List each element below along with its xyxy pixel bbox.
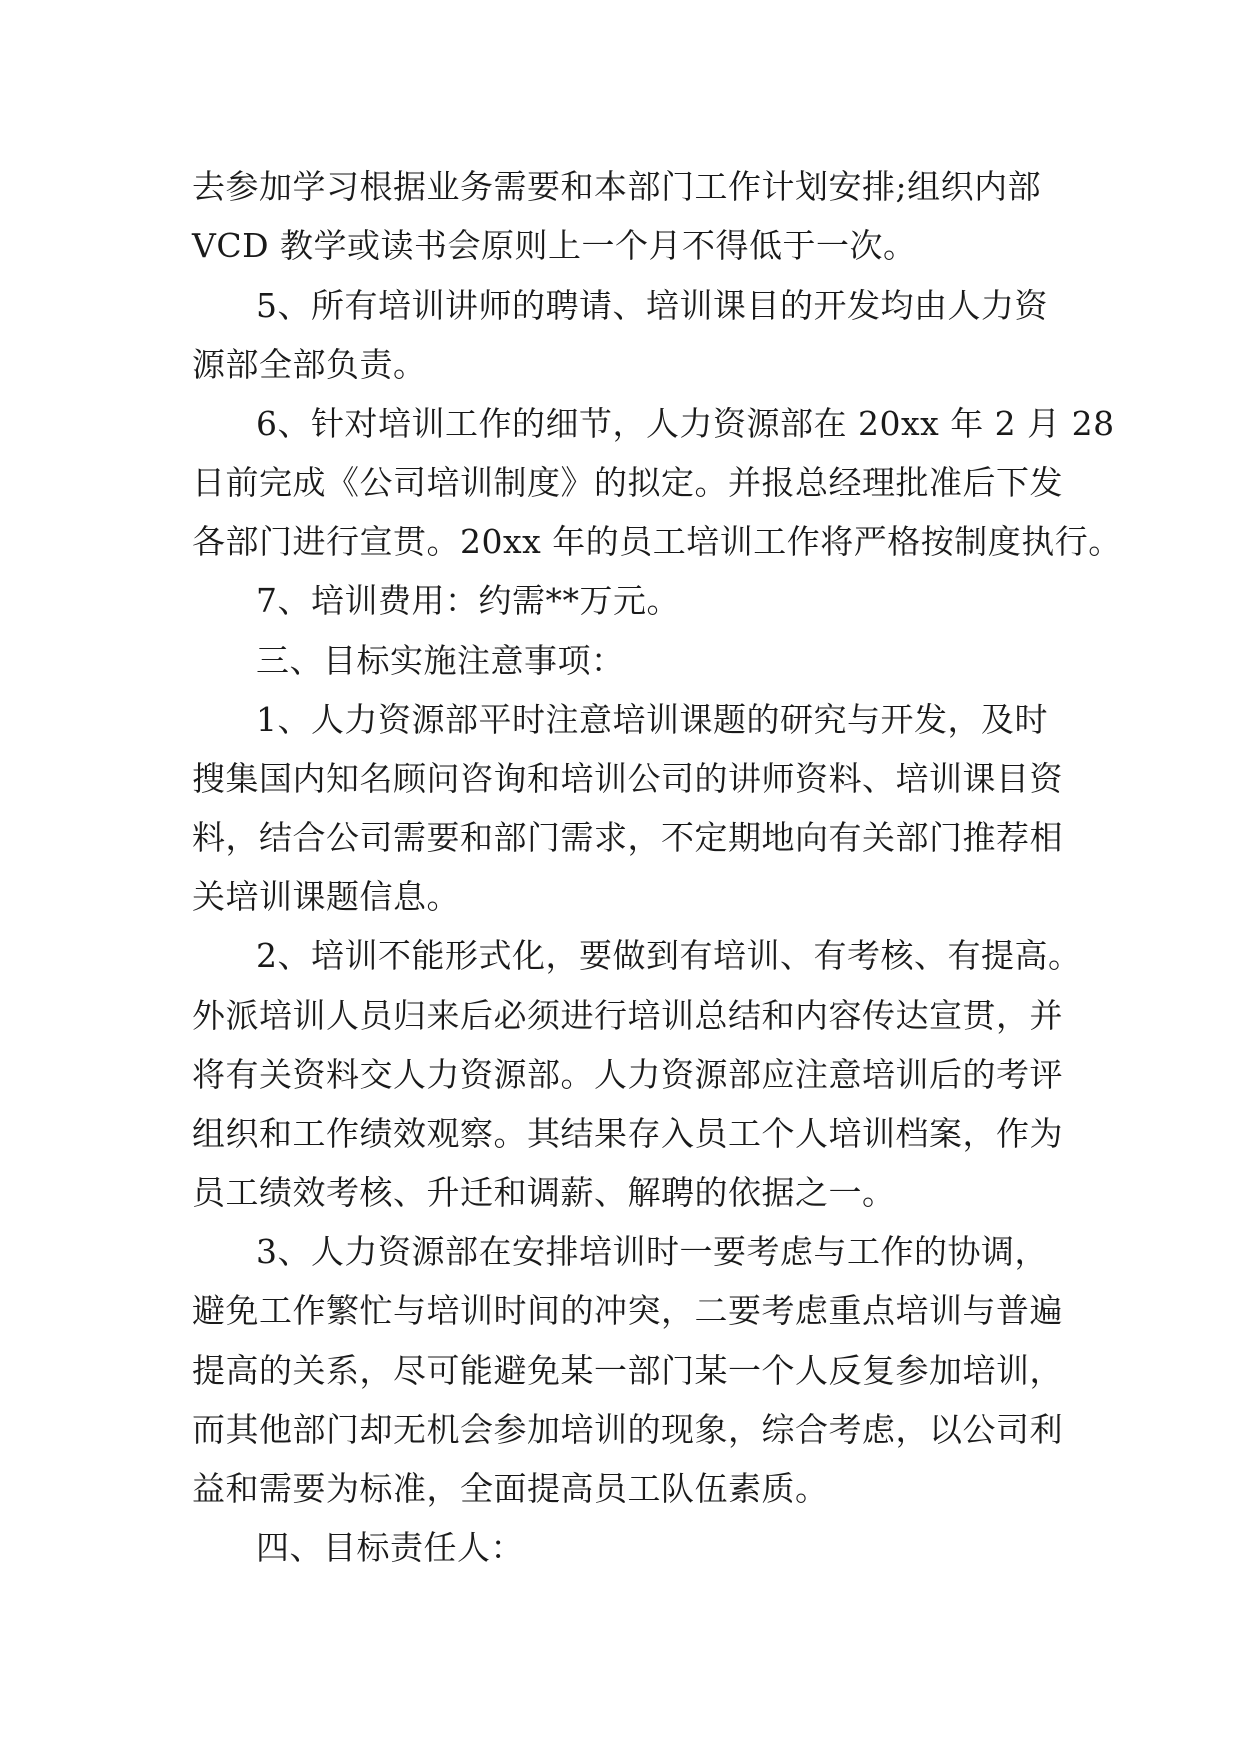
text-line: 组织和工作绩效观察。其结果存入员工个人培训档案，作为 bbox=[192, 1114, 1063, 1153]
text-line: 3、人力资源部在安排培训时一要考虑与工作的协调， bbox=[256, 1232, 1048, 1271]
text-line: VCD 教学或读书会原则上一个月不得低于一次。 bbox=[192, 226, 917, 265]
text-line: 料，结合公司需要和部门需求，不定期地向有关部门推荐相 bbox=[192, 818, 1063, 857]
text-line: 避免工作繁忙与培训时间的冲突，二要考虑重点培训与普遍 bbox=[192, 1291, 1063, 1330]
text-line: 各部门进行宣贯。20xx 年的员工培训工作将严格按制度执行。 bbox=[192, 522, 1122, 561]
text-line: 去参加学习根据业务需要和本部门工作计划安排;组织内部 bbox=[192, 167, 1042, 206]
text-line: 益和需要为标准，全面提高员工队伍素质。 bbox=[192, 1469, 829, 1508]
text-line: 外派培训人员归来后必须进行培训总结和内容传达宣贯，并 bbox=[192, 996, 1063, 1035]
text-line: 关培训课题信息。 bbox=[192, 877, 460, 916]
text-line: 源部全部负责。 bbox=[192, 345, 427, 384]
text-line: 而其他部门却无机会参加培训的现象，综合考虑，以公司利 bbox=[192, 1410, 1063, 1449]
section-heading: 四、目标责任人： bbox=[256, 1528, 524, 1567]
text-line: 5、所有培训讲师的聘请、培训课目的开发均由人力资 bbox=[256, 286, 1048, 325]
text-line: 将有关资料交人力资源部。人力资源部应注意培训后的考评 bbox=[192, 1055, 1063, 1094]
text-line: 1、人力资源部平时注意培训课题的研究与开发，及时 bbox=[256, 700, 1048, 739]
text-line: 2、培训不能形式化，要做到有培训、有考核、有提高。 bbox=[256, 936, 1082, 975]
text-line: 日前完成《公司培训制度》的拟定。并报总经理批准后下发 bbox=[192, 463, 1063, 502]
text-line: 7、培训费用：约需**万元。 bbox=[256, 581, 680, 620]
text-line: 员工绩效考核、升迁和调薪、解聘的依据之一。 bbox=[192, 1173, 896, 1212]
text-line: 6、针对培训工作的细节，人力资源部在 20xx 年 2 月 28 bbox=[256, 404, 1115, 443]
text-line: 搜集国内知名顾问咨询和培训公司的讲师资料、培训课目资 bbox=[192, 759, 1063, 798]
section-heading: 三、目标实施注意事项： bbox=[256, 641, 625, 680]
text-line: 提高的关系，尽可能避免某一部门某一个人反复参加培训， bbox=[192, 1351, 1063, 1390]
